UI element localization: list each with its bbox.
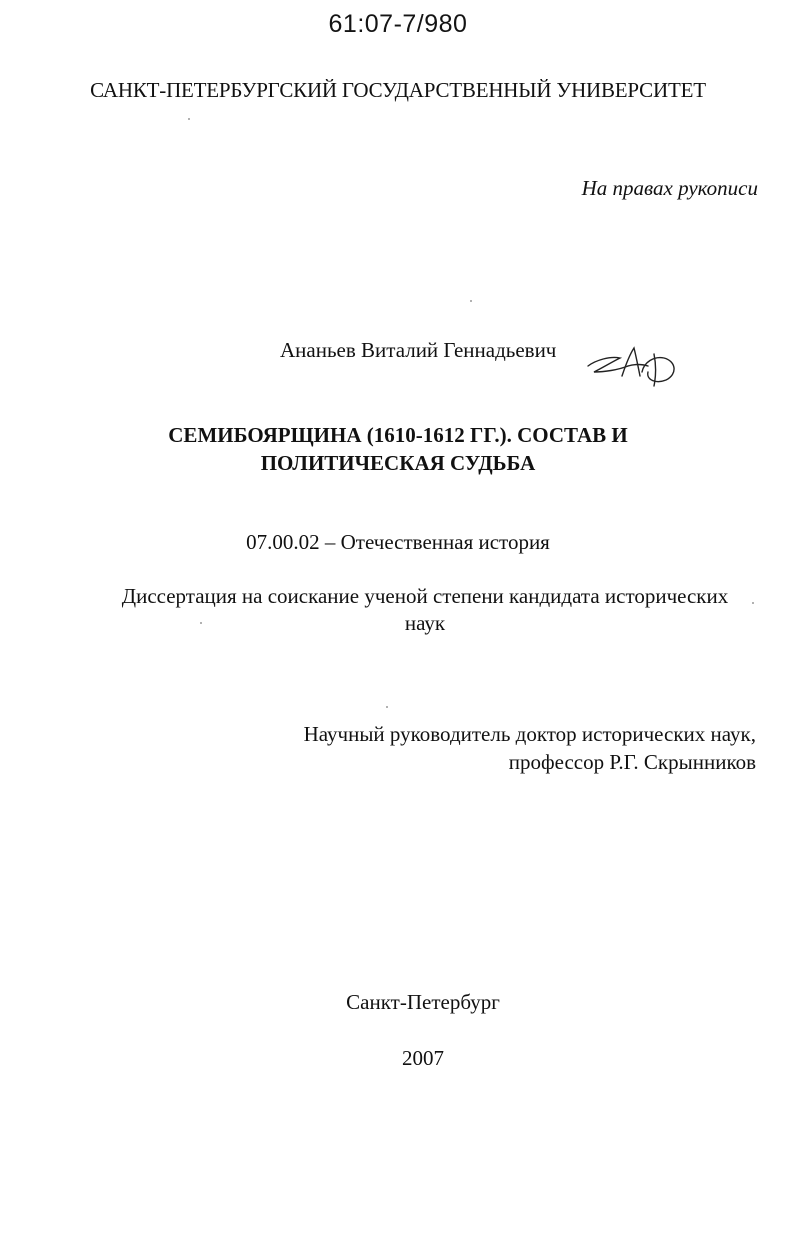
supervisor-line-2: профессор Р.Г. Скрынников: [508, 750, 756, 774]
author-signature: [584, 342, 682, 392]
catalog-number: 61:07-7/980: [328, 10, 468, 38]
scan-speck: [470, 300, 472, 302]
dissertation-title: [0, 421, 796, 477]
degree-line-2: наук: [404, 611, 446, 635]
supervisor-line-1: Научный руководитель доктор исторических наук,: [303, 722, 756, 746]
scan-speck: [752, 602, 754, 604]
scan-speck: [188, 118, 190, 120]
scan-speck: [200, 622, 202, 624]
title-line-2: ПОЛИТИЧЕСКАЯ СУДЬБА: [260, 451, 536, 475]
university-name: САНКТ-ПЕТЕРБУРГСКИЙ ГОСУДАРСТВЕННЫЙ УНИВЕРСИТЕТ: [90, 78, 706, 102]
scan-speck: [386, 706, 388, 708]
title-line-1: СЕМИБОЯРЩИНА (1610-1612 ГГ.). СОСТАВ И: [168, 423, 628, 447]
city: Санкт-Петербург: [346, 990, 500, 1014]
supervisor: [304, 720, 756, 776]
degree-line-1: Диссертация на соискание ученой степени кандидата исторических: [121, 584, 729, 608]
author-name: Ананьев Виталий Геннадьевич: [280, 338, 557, 362]
specialty-code: 07.00.02 – Отечественная история: [246, 530, 550, 554]
manuscript-rights-note: На правах рукописи: [581, 176, 758, 200]
degree-statement: [0, 583, 796, 637]
year: 2007: [402, 1046, 444, 1070]
